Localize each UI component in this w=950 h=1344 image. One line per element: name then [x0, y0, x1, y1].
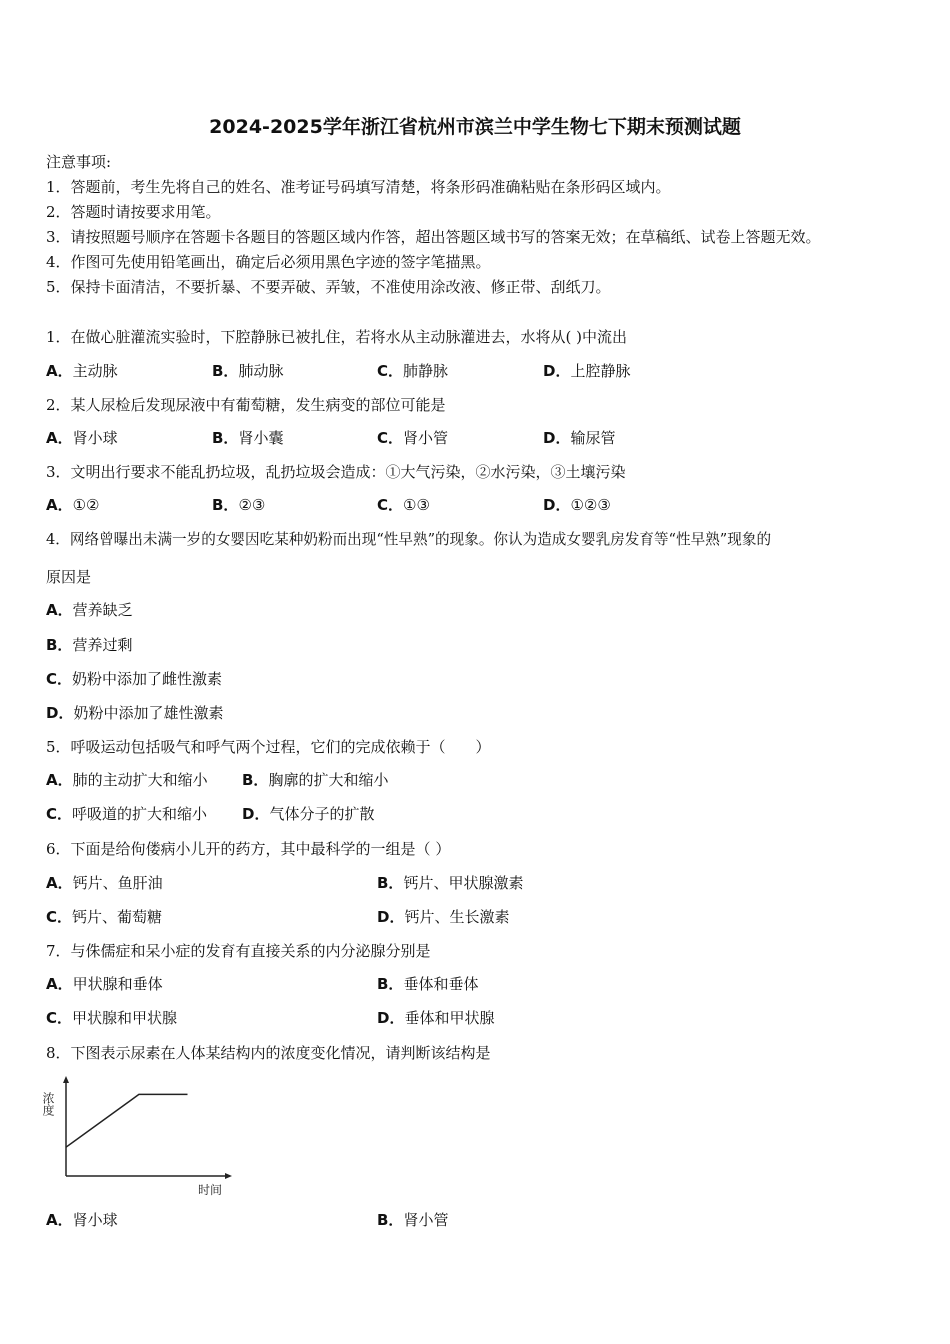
option-key: B． [377, 1211, 404, 1229]
question-2-option-b[interactable] [212, 428, 283, 448]
option-key: A． [46, 429, 73, 447]
question-5-option-c[interactable] [46, 804, 207, 824]
question-1-stem: 1．在做心脏灌流实验时，下腔静脉已被扎住，若将水从主动脉灌进去，水将从( )中流出 [46, 328, 628, 346]
question-7-option-c[interactable] [46, 1008, 177, 1028]
option-key: D． [543, 429, 571, 447]
question-8-stem: 8．下图表示尿素在人体某结构内的浓度变化情况，请判断该结构是 [46, 1044, 491, 1062]
x-axis-label: 时间 [198, 1183, 223, 1197]
option-text: 上腔静脉 [570, 362, 631, 380]
option-key: B． [377, 874, 404, 892]
option-key: C． [46, 1009, 73, 1027]
question-7-option-b[interactable] [377, 974, 478, 994]
question-5-option-b[interactable] [242, 770, 388, 790]
x-axis-arrow [225, 1173, 232, 1179]
question-6-option-d[interactable] [377, 907, 509, 927]
option-text: 甲状腺和甲状腺 [72, 1009, 178, 1027]
question-2-option-c[interactable] [377, 428, 448, 448]
option-key: C． [377, 362, 404, 380]
option-text: 肾小管 [403, 429, 449, 447]
y-axis-arrow [63, 1076, 69, 1083]
page-title: 2024-2025学年浙江省杭州市滨兰中学生物七下期末预测试题 [209, 116, 741, 138]
option-key: C． [377, 429, 404, 447]
question-5-option-d[interactable] [242, 804, 374, 824]
notice-item: 5．保持卡面清洁，不要折暴、不要弄破、弄皱，不准使用涂改液、修正带、刮纸刀。 [46, 278, 611, 296]
option-text: 肾小管 [403, 1211, 449, 1229]
question-6-stem: 6．下面是给佝偻病小儿开的药方，其中最科学的一组是（ ） [46, 840, 451, 858]
question-7-option-a[interactable] [46, 974, 163, 994]
question-8-option-a[interactable] [46, 1210, 118, 1230]
option-text: 主动脉 [72, 362, 118, 380]
option-text: 呼吸道的扩大和缩小 [72, 805, 208, 823]
option-key: B． [377, 975, 404, 993]
option-text: 肾小球 [72, 429, 118, 447]
option-text: 肺的主动扩大和缩小 [72, 771, 208, 789]
question-2-option-d[interactable] [543, 428, 615, 448]
option-key: C． [46, 670, 73, 688]
option-key: A． [46, 362, 73, 380]
question-3-option-b[interactable] [212, 495, 265, 515]
option-key: C． [46, 805, 73, 823]
option-key: A． [46, 496, 73, 514]
option-key: D． [543, 362, 571, 380]
question-2-option-a[interactable] [46, 428, 118, 448]
option-key: D． [242, 805, 270, 823]
option-key: B． [212, 496, 239, 514]
question-4-stem: 4．网络曾曝出未满一岁的女婴因吃某种奶粉而出现“性早熟”的现象。你认为造成女婴乳房发育等“性早熟”现象的 [46, 531, 772, 548]
option-text: 钙片、鱼肝油 [72, 874, 163, 892]
option-text: 钙片、葡萄糖 [72, 908, 163, 926]
option-key: D． [377, 908, 405, 926]
option-key: A． [46, 874, 73, 892]
option-text: 营养过剩 [72, 636, 133, 654]
notice-heading: 注意事项: [46, 153, 112, 171]
question-4-option-b[interactable] [46, 635, 132, 655]
option-text: 营养缺乏 [72, 601, 133, 619]
option-text: 垂体和垂体 [403, 975, 479, 993]
question-4-option-a[interactable] [46, 600, 133, 620]
notice-item: 3．请按照题号顺序在答题卡各题目的答题区域内作答，超出答题区域书写的答案无效；在草稿纸、试卷上答题无效。 [46, 228, 821, 246]
option-text: 垂体和甲状腺 [404, 1009, 495, 1027]
option-text: 胸廓的扩大和缩小 [268, 771, 389, 789]
notice-item: 1．答题前，考生先将自己的姓名、准考证号码填写清楚，将条形码准确粘贴在条形码区域内。 [46, 178, 671, 196]
question-3-option-d[interactable] [543, 495, 611, 515]
option-key: B． [46, 636, 73, 654]
question-5-stem: 5．呼吸运动包括吸气和呼气两个过程，它们的完成依赖于（ ） [46, 738, 491, 756]
option-text: ①② [72, 496, 100, 514]
question-8-option-b[interactable] [377, 1210, 448, 1230]
urea-concentration-chart [41, 1076, 246, 1198]
option-key: D． [46, 704, 74, 722]
option-key: C． [377, 496, 404, 514]
series-line [66, 1094, 188, 1147]
option-text: 肾小球 [72, 1211, 118, 1229]
option-text: 肺静脉 [403, 362, 449, 380]
notice-item: 2．答题时请按要求用笔。 [46, 203, 221, 221]
question-4-option-c[interactable] [46, 669, 222, 689]
option-text: 肾小囊 [238, 429, 284, 447]
option-key: B． [212, 429, 239, 447]
question-5-option-a[interactable] [46, 770, 208, 790]
option-key: D． [543, 496, 571, 514]
y-axis-label: 浓度 [41, 1092, 55, 1116]
option-text: ①③ [403, 496, 430, 514]
question-3-option-a[interactable] [46, 495, 100, 515]
question-1-option-b[interactable] [212, 361, 283, 381]
question-7-stem: 7．与侏儒症和呆小症的发育有直接关系的内分泌腺分别是 [46, 942, 431, 960]
question-3-option-c[interactable] [377, 495, 430, 515]
option-key: B． [212, 362, 239, 380]
option-text: ①②③ [570, 496, 611, 514]
question-2-stem: 2．某人尿检后发现尿液中有葡萄糖，发生病变的部位可能是 [46, 396, 446, 414]
option-key: A． [46, 975, 73, 993]
question-3-stem: 3．文明出行要求不能乱扔垃圾，乱扔垃圾会造成：①大气污染，②水污染，③土壤污染 [46, 463, 626, 481]
option-key: B． [242, 771, 269, 789]
notice-item: 4．作图可先使用铅笔画出，确定后必须用黑色字迹的签字笔描黑。 [46, 253, 491, 271]
option-key: A． [46, 601, 73, 619]
option-text: 肺动脉 [238, 362, 284, 380]
question-1-option-d[interactable] [543, 361, 630, 381]
option-text: 钙片、甲状腺激素 [403, 874, 524, 892]
option-key: A． [46, 1211, 73, 1229]
question-4-option-d[interactable] [46, 703, 223, 723]
option-key: A． [46, 771, 73, 789]
question-7-option-d[interactable] [377, 1008, 494, 1028]
option-key: D． [377, 1009, 405, 1027]
option-text: 甲状腺和垂体 [72, 975, 163, 993]
question-1-option-c[interactable] [377, 361, 448, 381]
question-4-stem-continued: 原因是 [46, 568, 92, 586]
question-6-option-b[interactable] [377, 873, 523, 893]
question-6-option-c[interactable] [46, 907, 162, 927]
option-key: C． [46, 908, 73, 926]
question-6-option-a[interactable] [46, 873, 163, 893]
option-text: 气体分子的扩散 [269, 805, 375, 823]
option-text: 奶粉中添加了雄性激素 [73, 704, 224, 722]
option-text: 输尿管 [570, 429, 616, 447]
option-text: 奶粉中添加了雌性激素 [72, 670, 223, 688]
option-text: ②③ [238, 496, 266, 514]
question-1-option-a[interactable] [46, 361, 118, 381]
option-text: 钙片、生长激素 [404, 908, 510, 926]
